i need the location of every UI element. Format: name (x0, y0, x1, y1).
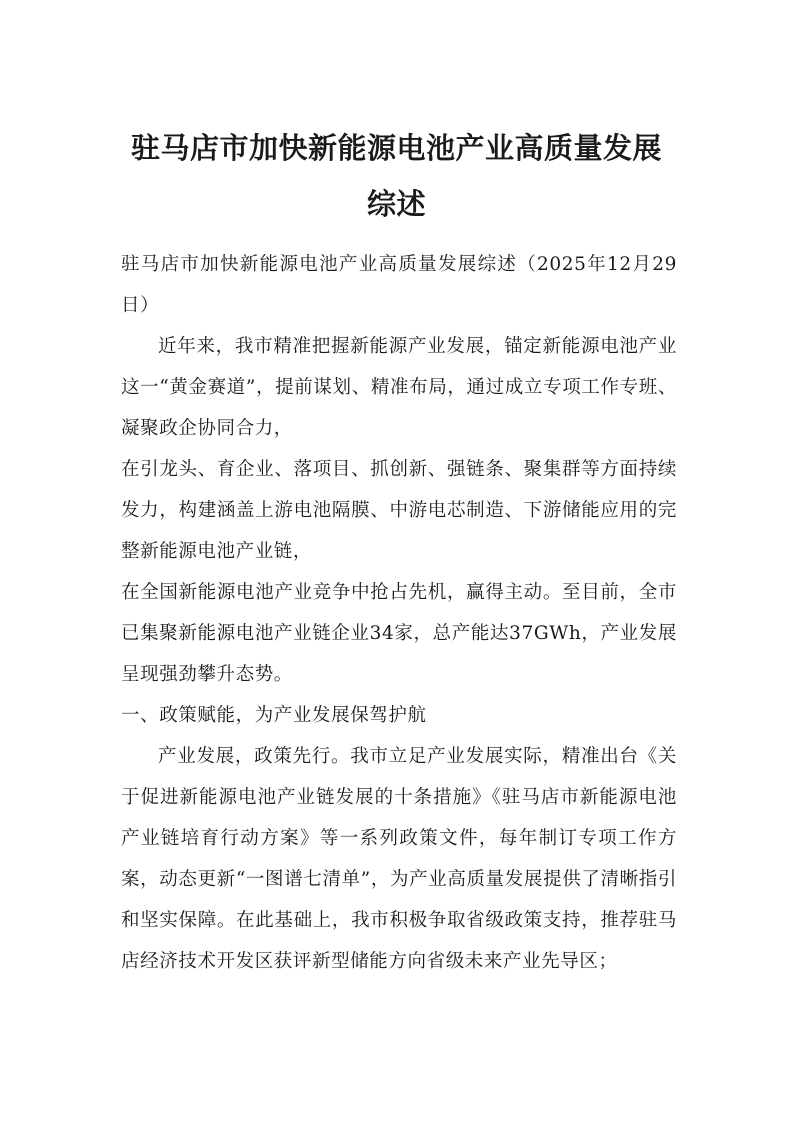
section-heading: 一、政策赋能，为产业发展保驾护航 (121, 705, 427, 726)
intro-paragraph: 近年来，我市精准把握新能源产业发展，锚定新能源电池产业这一“黄金赛道”，提前谋划、精准布局，通过成立专项工作专班、凝聚政企协同合力， (121, 336, 677, 439)
body-paragraph: 在全国新能源电池产业竞争中抢占先机，赢得主动。至目前，全市已集聚新能源电池产业链企业34家，总产能达37GWh，产业发展呈现强劲攀升态势。 (121, 582, 677, 685)
document-title (100, 120, 693, 232)
body-paragraph: 在引龙头、育企业、落项目、抓创新、强链条、聚集群等方面持续发力，构建涵盖上游电池隔膜、中游电芯制造、下游储能应用的完整新能源电池产业链， (121, 459, 677, 562)
body-paragraph: 产业发展，政策先行。我市立足产业发展实际，精准出台《关于促进新能源电池产业链发展的十条措施》《驻马店市新能源电池产业链培育行动方案》等一系列政策文件，每年制订专项工作方案，动态更新“一图谱七清单”，为产业高质量发展提供了清晰指引和坚实保障。在此基础上，我市积极争取省级政策支持，推荐驻马店经济技术开发区获评新型储能方向省级未来产业先导区； (121, 746, 677, 972)
dateline-paragraph: 驻马店市加快新能源电池产业高质量发展综述（2025年12月29日） (121, 254, 677, 316)
title-line-2: 综述 (366, 187, 426, 221)
document-body (121, 244, 677, 982)
title-line-1: 驻马店市加快新能源电池产业高质量发展 (130, 131, 662, 165)
